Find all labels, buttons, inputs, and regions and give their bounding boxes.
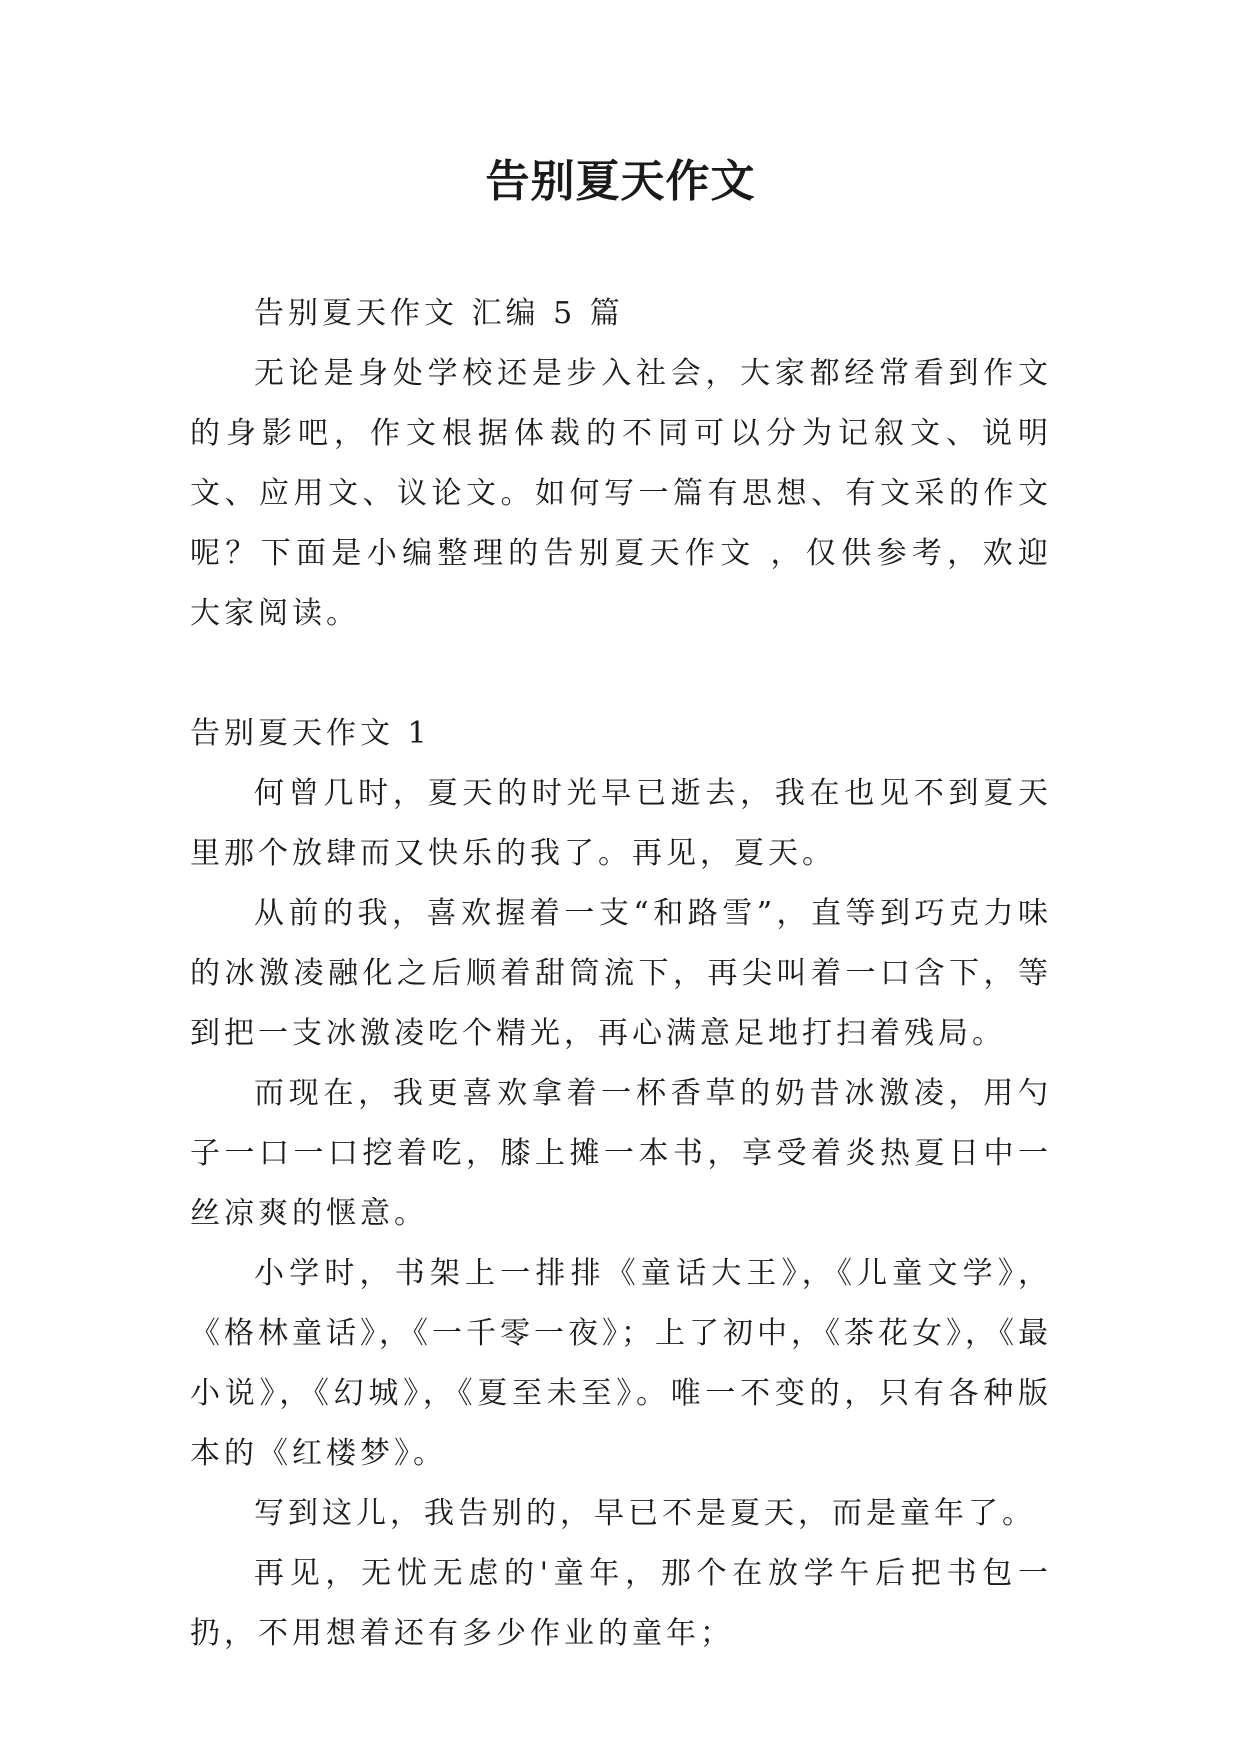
- section-heading: 告别夏天作文 1: [190, 716, 431, 751]
- essay-paragraph: 何曾几时，夏天的时光早已逝去，我在也见不到夏天里那个放肆而又快乐的我了。再见，夏天。: [190, 776, 1052, 871]
- subtitle: 告别夏天作文 汇编 5 篇: [254, 296, 624, 331]
- essay-paragraph: 小学时，书架上一排排《童话大王》，《儿童文学》，《格林童话》，《一千零一夜》；上了初中，《茶花女》，《最小说》，《幻城》，《夏至未至》。唯一不变的，只有各种版本的《红楼梦》。: [190, 1256, 1052, 1471]
- essay-paragraph: 写到这儿，我告别的，早已不是夏天，而是童年了。: [254, 1496, 1036, 1531]
- document-body: [190, 284, 1052, 1664]
- section-gap: [190, 644, 1052, 704]
- essay-paragraph: 再见，无忧无虑的'童年，那个在放学午后把书包一扔，不用想着还有多少作业的童年；: [190, 1556, 1052, 1651]
- essay-paragraph: 而现在，我更喜欢拿着一杯香草的奶昔冰激凌，用勺子一口一口挖着吃，膝上摊一本书，享受着炎热夏日中一丝凉爽的惬意。: [190, 1076, 1052, 1231]
- page-title: 告别夏天作文: [485, 156, 756, 207]
- essay-paragraph: 从前的我，喜欢握着一支“和路雪”，直等到巧克力味的冰激凌融化之后顺着甜筒流下，再尖叫着一口含下，等到把一支冰激凌吃个精光，再心满意足地打扫着残局。: [190, 896, 1052, 1051]
- intro-paragraph: 无论是身处学校还是步入社会，大家都经常看到作文的身影吧，作文根据体裁的不同可以分为记叙文、说明文、应用文、议论文。如何写一篇有思想、有文采的作文呢？下面是小编整理的告别夏天作文 ，仅供参考，欢迎大家阅读。: [190, 356, 1052, 631]
